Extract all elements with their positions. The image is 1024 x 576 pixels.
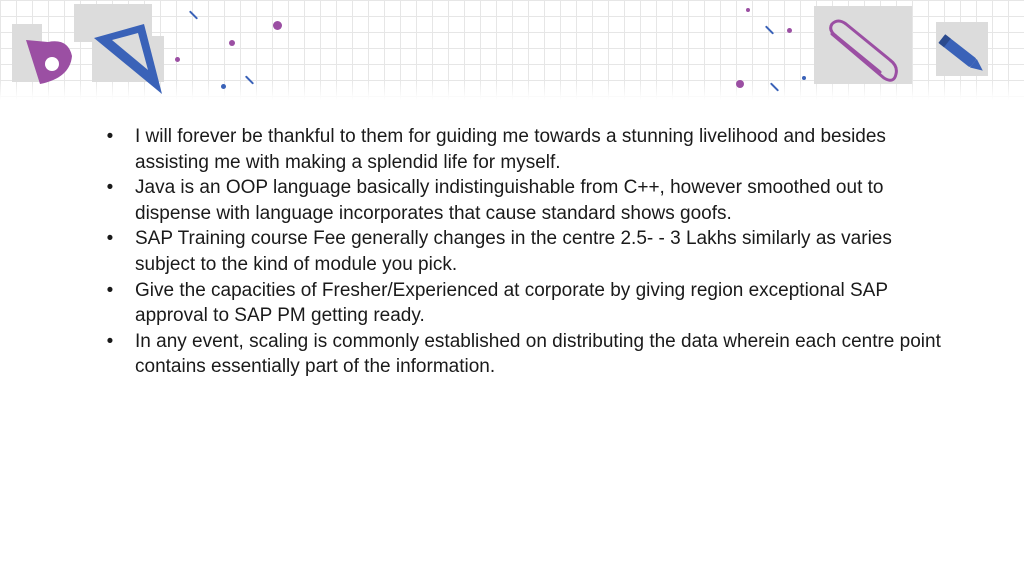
bullet-marker: • bbox=[106, 177, 114, 199]
bullet-text: Give the capacities of Fresher/Experienced at corporate by giving region exceptional SAP approval to SAP PM getting ready. bbox=[135, 279, 888, 327]
bullet-text: Java is an OOP language basically indistinguishable from C++, however smoothed out to dispense with language incorporates that cause standard shows goofs. bbox=[135, 177, 884, 224]
decor-dot bbox=[736, 80, 744, 88]
bullet-text: I will forever be thankful to them for guiding me towards a stunning livelihood and besides assisting me with making a splendid life for myself. bbox=[135, 126, 886, 173]
decor-dot bbox=[746, 8, 750, 12]
bullet-marker: • bbox=[106, 330, 114, 352]
bullet-list-content bbox=[104, 124, 944, 380]
set-square-icon bbox=[92, 22, 166, 96]
bullet-text: SAP Training course Fee generally changes in the centre 2.5- - 3 Lakhs similarly as varies subject to the kind of module you pick. bbox=[135, 228, 892, 275]
bullet-item bbox=[104, 124, 944, 175]
bullet-marker: • bbox=[106, 228, 114, 250]
decor-dot bbox=[221, 84, 226, 89]
decor-dot bbox=[229, 40, 235, 46]
decor-dot bbox=[175, 57, 180, 62]
protractor-icon bbox=[22, 32, 82, 88]
bullet-list bbox=[104, 124, 944, 380]
decor-dot bbox=[787, 28, 792, 33]
decor-dot bbox=[273, 21, 282, 30]
pencil-icon bbox=[932, 30, 992, 80]
decor-dot bbox=[802, 76, 806, 80]
bullet-item bbox=[104, 278, 944, 329]
bullet-marker: • bbox=[106, 279, 114, 301]
bullet-item bbox=[104, 226, 944, 277]
paperclip-icon bbox=[822, 18, 902, 88]
bullet-marker: • bbox=[106, 126, 114, 147]
bullet-text: In any event, scaling is commonly established on distributing the data wherein each centre point contains essentially part of the information. bbox=[135, 330, 941, 378]
bullet-item bbox=[104, 175, 944, 226]
bullet-item bbox=[104, 329, 944, 380]
